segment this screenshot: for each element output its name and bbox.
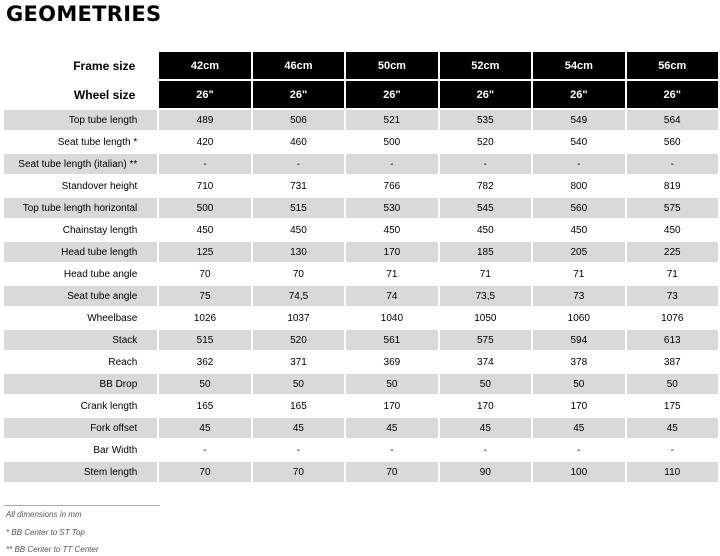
table-cell: 73,5 — [440, 286, 531, 306]
table-cell: - — [533, 440, 624, 460]
table-cell: 450 — [440, 220, 531, 240]
table-cell: 561 — [346, 330, 437, 350]
table-cell: 450 — [533, 220, 624, 240]
table-row — [4, 418, 718, 438]
table-cell: 45 — [253, 418, 344, 438]
table-cell: 1076 — [627, 308, 718, 328]
table-cell: 613 — [627, 330, 718, 350]
table-cell: 575 — [440, 330, 531, 350]
table-cell: 506 — [253, 110, 344, 130]
table-cell: 500 — [159, 198, 250, 218]
table-cell: 564 — [627, 110, 718, 130]
table-cell: 371 — [253, 352, 344, 372]
table-row — [4, 220, 718, 240]
frame-size-cell: 54cm — [533, 52, 624, 79]
row-label: BB Drop — [4, 374, 157, 394]
table-cell: - — [627, 154, 718, 174]
table-cell: 165 — [159, 396, 250, 416]
row-label: Crank length — [4, 396, 157, 416]
table-cell: 800 — [533, 176, 624, 196]
table-row — [4, 374, 718, 394]
table-cell: 1026 — [159, 308, 250, 328]
table-cell: 45 — [533, 418, 624, 438]
row-label: Stem length — [4, 462, 157, 482]
table-row — [4, 396, 718, 416]
frame-size-cell: 46cm — [253, 52, 344, 79]
wheel-size-cell: 26" — [533, 81, 624, 108]
table-cell: 170 — [346, 242, 437, 262]
table-cell: 731 — [253, 176, 344, 196]
table-cell: 549 — [533, 110, 624, 130]
table-cell: 170 — [533, 396, 624, 416]
table-cell: 45 — [627, 418, 718, 438]
table-cell: 50 — [440, 374, 531, 394]
row-label: Top tube length — [4, 110, 157, 130]
table-cell: 70 — [159, 264, 250, 284]
geometry-table — [2, 50, 720, 484]
table-cell: 545 — [440, 198, 531, 218]
table-cell: 73 — [627, 286, 718, 306]
table-cell: - — [159, 440, 250, 460]
table-cell: 766 — [346, 176, 437, 196]
table-cell: 450 — [346, 220, 437, 240]
table-cell: 185 — [440, 242, 531, 262]
row-label: Seat tube length (italian) ** — [4, 154, 157, 174]
table-cell: 50 — [253, 374, 344, 394]
row-label: Fork offset — [4, 418, 157, 438]
table-cell: 70 — [253, 462, 344, 482]
table-cell: 175 — [627, 396, 718, 416]
table-cell: 130 — [253, 242, 344, 262]
table-cell: 170 — [346, 396, 437, 416]
table-cell: 535 — [440, 110, 531, 130]
table-cell: 560 — [627, 132, 718, 152]
table-row — [4, 440, 718, 460]
table-cell: 1037 — [253, 308, 344, 328]
wheel-size-label: Wheel size — [4, 81, 157, 108]
table-row — [4, 110, 718, 130]
table-cell: 71 — [440, 264, 531, 284]
table-cell: 515 — [253, 198, 344, 218]
table-cell: 125 — [159, 242, 250, 262]
table-row — [4, 132, 718, 152]
table-cell: 520 — [253, 330, 344, 350]
table-cell: 71 — [627, 264, 718, 284]
row-label: Chainstay length — [4, 220, 157, 240]
table-row — [4, 154, 718, 174]
footnote-bb-tt: ** BB Center to TT Center — [6, 545, 99, 554]
table-row — [4, 330, 718, 350]
page-title: GEOMETRIES — [6, 2, 162, 26]
frame-size-cell: 52cm — [440, 52, 531, 79]
table-cell: 50 — [346, 374, 437, 394]
table-cell: 75 — [159, 286, 250, 306]
row-label: Head tube angle — [4, 264, 157, 284]
table-cell: 374 — [440, 352, 531, 372]
table-cell: - — [440, 440, 531, 460]
table-cell: 71 — [533, 264, 624, 284]
table-cell: 450 — [253, 220, 344, 240]
table-cell: 100 — [533, 462, 624, 482]
wheel-size-row — [4, 81, 718, 108]
table-cell: 819 — [627, 176, 718, 196]
frame-size-label: Frame size — [4, 52, 157, 79]
row-label: Seat tube angle — [4, 286, 157, 306]
units-note: All dimensions in mm — [6, 510, 82, 519]
table-cell: 225 — [627, 242, 718, 262]
table-cell: - — [159, 154, 250, 174]
frame-size-cell: 42cm — [159, 52, 250, 79]
table-cell: 205 — [533, 242, 624, 262]
table-cell: 560 — [533, 198, 624, 218]
table-cell: - — [440, 154, 531, 174]
table-cell: 450 — [627, 220, 718, 240]
table-cell: 71 — [346, 264, 437, 284]
table-row — [4, 308, 718, 328]
frame-size-cell: 56cm — [627, 52, 718, 79]
table-cell: 387 — [627, 352, 718, 372]
row-label: Bar Width — [4, 440, 157, 460]
table-cell: 50 — [533, 374, 624, 394]
table-cell: 520 — [440, 132, 531, 152]
table-cell: 45 — [440, 418, 531, 438]
table-row — [4, 286, 718, 306]
table-cell: 165 — [253, 396, 344, 416]
geometry-table-body — [4, 110, 718, 482]
table-cell: 1050 — [440, 308, 531, 328]
table-cell: 515 — [159, 330, 250, 350]
table-cell: 500 — [346, 132, 437, 152]
table-cell: 530 — [346, 198, 437, 218]
table-cell: 70 — [253, 264, 344, 284]
table-cell: 594 — [533, 330, 624, 350]
row-label: Standover height — [4, 176, 157, 196]
table-cell: 74,5 — [253, 286, 344, 306]
table-row — [4, 462, 718, 482]
wheel-size-cell: 26" — [627, 81, 718, 108]
table-cell: 420 — [159, 132, 250, 152]
table-cell: 110 — [627, 462, 718, 482]
table-cell: 170 — [440, 396, 531, 416]
table-cell: - — [533, 154, 624, 174]
table-cell: 1040 — [346, 308, 437, 328]
table-cell: 70 — [159, 462, 250, 482]
row-label: Seat tube length * — [4, 132, 157, 152]
table-cell: 45 — [159, 418, 250, 438]
table-cell: 575 — [627, 198, 718, 218]
notes-divider — [4, 505, 160, 506]
row-label: Stack — [4, 330, 157, 350]
table-cell: - — [253, 440, 344, 460]
table-cell: 378 — [533, 352, 624, 372]
table-cell: - — [346, 440, 437, 460]
table-cell: 460 — [253, 132, 344, 152]
table-cell: 710 — [159, 176, 250, 196]
wheel-size-cell: 26" — [253, 81, 344, 108]
frame-size-cell: 50cm — [346, 52, 437, 79]
table-cell: - — [346, 154, 437, 174]
table-cell: 369 — [346, 352, 437, 372]
row-label: Wheelbase — [4, 308, 157, 328]
table-cell: 782 — [440, 176, 531, 196]
table-cell: - — [253, 154, 344, 174]
table-cell: 70 — [346, 462, 437, 482]
table-cell: 90 — [440, 462, 531, 482]
row-label: Reach — [4, 352, 157, 372]
wheel-size-cell: 26" — [159, 81, 250, 108]
table-cell: 540 — [533, 132, 624, 152]
table-cell: 73 — [533, 286, 624, 306]
table-row — [4, 176, 718, 196]
table-cell: - — [627, 440, 718, 460]
row-label: Head tube length — [4, 242, 157, 262]
frame-size-row — [4, 52, 718, 79]
row-label: Top tube length horizontal — [4, 198, 157, 218]
table-cell: 74 — [346, 286, 437, 306]
table-cell: 50 — [159, 374, 250, 394]
table-row — [4, 352, 718, 372]
table-row — [4, 198, 718, 218]
table-cell: 362 — [159, 352, 250, 372]
table-cell: 50 — [627, 374, 718, 394]
wheel-size-cell: 26" — [346, 81, 437, 108]
table-cell: 489 — [159, 110, 250, 130]
footnote-bb-st: * BB Center to ST Top — [6, 528, 85, 537]
table-cell: 450 — [159, 220, 250, 240]
table-cell: 521 — [346, 110, 437, 130]
table-row — [4, 242, 718, 262]
wheel-size-cell: 26" — [440, 81, 531, 108]
table-row — [4, 264, 718, 284]
table-cell: 1060 — [533, 308, 624, 328]
table-cell: 45 — [346, 418, 437, 438]
